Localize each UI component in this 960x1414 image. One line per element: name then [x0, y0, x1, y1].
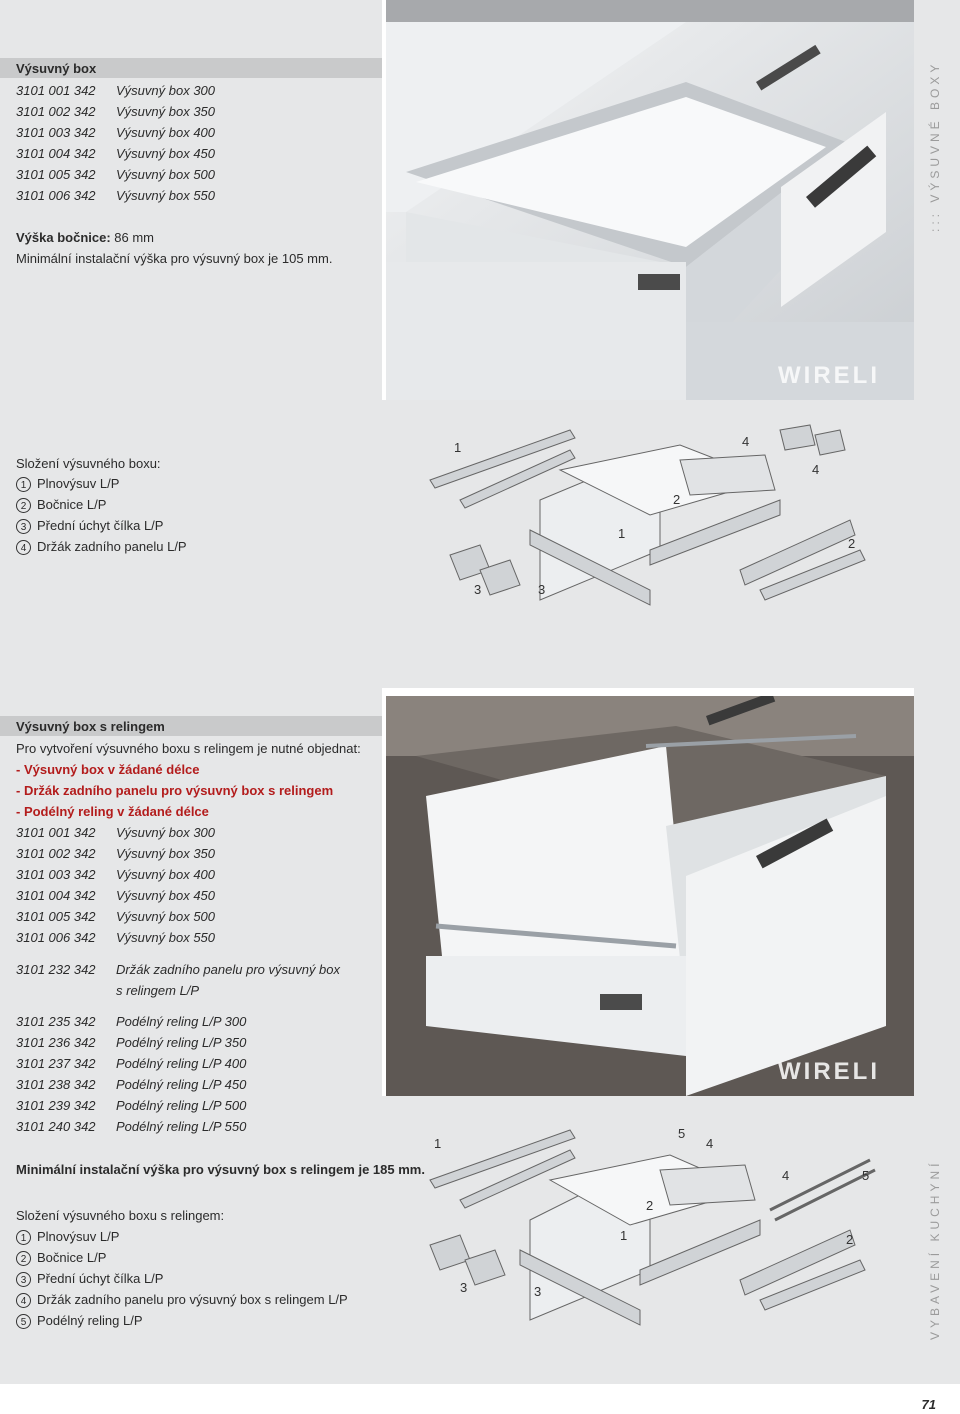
- label-1: 1: [434, 1136, 442, 1151]
- list-item: 3101 237 342 Podélný reling L/P 400: [16, 1056, 247, 1071]
- list-item: 3101 239 342 Podélný reling L/P 500: [16, 1098, 247, 1113]
- label-5: 5: [678, 1126, 686, 1141]
- list-item: 3 Přední úchyt čílka L/P: [16, 1271, 163, 1287]
- list-item: 4 Držák zadního panelu L/P: [16, 539, 187, 555]
- label-3b: 3: [538, 582, 546, 597]
- composition2-title: Složení výsuvného boxu s relingem:: [16, 1208, 225, 1223]
- min-install-height: Minimální instalační výška pro výsuvný box je 105 mm.: [16, 251, 333, 266]
- list-item: 3101 001 342 Výsuvný box 300: [16, 83, 216, 98]
- list-item: 2 Bočnice L/P: [16, 1250, 106, 1266]
- page-number: 71: [921, 1397, 936, 1412]
- label-2b: 2: [848, 536, 856, 551]
- top-bar: [386, 0, 914, 22]
- label-4b: 4: [812, 462, 820, 477]
- list-item: 3101 235 342 Podélný reling L/P 300: [16, 1014, 247, 1029]
- list-item: 2 Bočnice L/P: [16, 497, 106, 513]
- label-2b: 2: [846, 1232, 854, 1247]
- holder-item: 3101 232 342 Držák zadního panelu pro výsuvný box: [16, 962, 341, 977]
- list-item: 3101 005 342 Výsuvný box 500: [16, 167, 216, 182]
- label-5b: 5: [862, 1168, 870, 1183]
- order-item: - Výsuvný box v žádané délce: [16, 762, 200, 777]
- list-item: 3101 006 342 Výsuvný box 550: [16, 188, 216, 203]
- list-item: 3 Přední úchyt čílka L/P: [16, 518, 163, 534]
- list-item: 1 Plnovýsuv L/P: [16, 476, 119, 492]
- drawer-photo: [386, 22, 914, 400]
- order-intro: Pro vytvoření výsuvného boxu s relingem je nutné objednat:: [16, 741, 361, 756]
- label-4: 4: [706, 1136, 714, 1151]
- section1-title: Výsuvný box: [0, 58, 382, 78]
- exploded-diagram-2: [420, 1120, 880, 1335]
- list-item: 3101 004 342 Výsuvný box 450: [16, 146, 216, 161]
- list-item: 3101 236 342 Podélný reling L/P 350: [16, 1035, 247, 1050]
- list-item: 3101 002 342 Výsuvný box 350: [16, 846, 216, 861]
- holder-item-cont: s relingem L/P: [116, 983, 200, 998]
- label-4: 4: [742, 434, 750, 449]
- brand-logo: WIRELI: [778, 362, 880, 389]
- label-1: 1: [454, 440, 462, 455]
- list-item: 3101 004 342 Výsuvný box 450: [16, 888, 216, 903]
- list-item: 3101 002 342 Výsuvný box 350: [16, 104, 216, 119]
- label-3: 3: [460, 1280, 468, 1295]
- side-title-top: ::: VÝSUVNÉ BOXY: [928, 60, 942, 232]
- side-title-bottom: VYBAVENÍ KUCHYNÍ: [928, 1159, 942, 1340]
- label-1b: 1: [618, 526, 626, 541]
- list-item: 1 Plnovýsuv L/P: [16, 1229, 119, 1245]
- list-item: 3101 003 342 Výsuvný box 400: [16, 867, 216, 882]
- list-item: 3101 003 342 Výsuvný box 400: [16, 125, 216, 140]
- list-item: 5 Podélný reling L/P: [16, 1313, 143, 1329]
- label-3: 3: [474, 582, 482, 597]
- drawer-relinged-photo: [386, 696, 914, 1096]
- section2-title: Výsuvný box s relingem: [0, 716, 382, 736]
- composition1-title: Složení výsuvného boxu:: [16, 456, 161, 471]
- list-item: 3101 005 342 Výsuvný box 500: [16, 909, 216, 924]
- order-item: - Držák zadního panelu pro výsuvný box s relingem: [16, 783, 334, 798]
- exploded-diagram-1: [420, 420, 880, 635]
- brand-logo: WIRELI: [778, 1058, 880, 1085]
- label-2: 2: [673, 492, 681, 507]
- label-2: 2: [646, 1198, 654, 1213]
- list-item: 3101 001 342 Výsuvný box 300: [16, 825, 216, 840]
- list-item: 3101 006 342 Výsuvný box 550: [16, 930, 216, 945]
- label-3b: 3: [534, 1284, 542, 1299]
- order-item: - Podélný reling v žádané délce: [16, 804, 209, 819]
- list-item: 4 Držák zadního panelu pro výsuvný box s relingem L/P: [16, 1292, 348, 1308]
- list-item: 3101 240 342 Podélný reling L/P 550: [16, 1119, 247, 1134]
- list-item: 3101 238 342 Podélný reling L/P 450: [16, 1077, 247, 1092]
- min-install-height-relinged: Minimální instalační výška pro výsuvný box s relingem je 185 mm.: [16, 1162, 425, 1177]
- label-1b: 1: [620, 1228, 628, 1243]
- height-spec: Výška bočnice: 86 mm: [16, 230, 155, 245]
- label-4b: 4: [782, 1168, 790, 1183]
